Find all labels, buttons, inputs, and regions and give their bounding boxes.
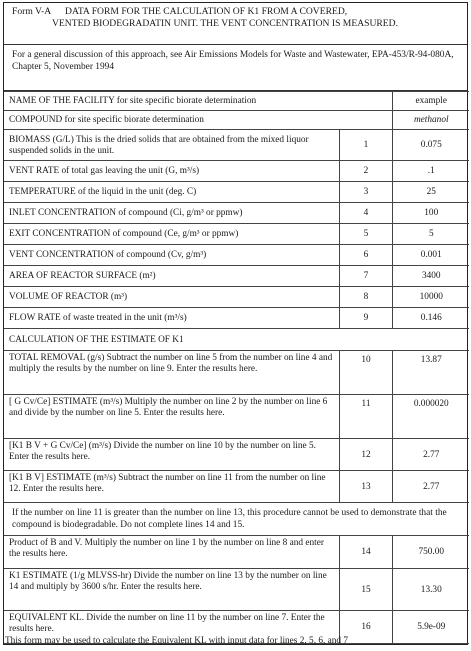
row-label: EXIT CONCENTRATION of compound (Ce, g/m³ or ppmw) xyxy=(4,224,339,245)
row-value[interactable]: 5.9e-09 xyxy=(392,611,469,644)
compound-value: methanol xyxy=(392,111,469,130)
row-label: [ G Cv/Ce] ESTIMATE (m³/s) Multiply the number on line 2 by the number on line 6 and divide by the number on line 5. Enter the results here. xyxy=(4,395,339,439)
row-value[interactable]: 25 xyxy=(392,182,469,203)
row-label: VENT CONCENTRATION of compound (Cv, g/m³) xyxy=(4,245,339,266)
row-number: 2 xyxy=(339,161,392,182)
row-number: 10 xyxy=(339,351,392,395)
form-header xyxy=(4,3,467,45)
input-row xyxy=(4,266,469,287)
intro-text: For a general discussion of this approach, see Air Emissions Models for Waste and Wastewater, EPA-453/R-94-080A, Chapter 5, November 1994 xyxy=(4,45,467,91)
row-number: 6 xyxy=(339,245,392,266)
row-label: VOLUME OF REACTOR (m³) xyxy=(4,287,339,308)
row-number: 16 xyxy=(339,611,392,644)
row-number: 13 xyxy=(339,471,392,503)
row-number: 5 xyxy=(339,224,392,245)
row-value[interactable]: 2.77 xyxy=(392,471,469,503)
input-row xyxy=(4,130,469,161)
row-number: 12 xyxy=(339,439,392,471)
form-title-line2: VENTED BIODEGRADATIN UNIT. THE VENT CONCENTRATION IS MEASURED. xyxy=(52,17,398,29)
row-value[interactable]: 100 xyxy=(392,203,469,224)
warning-note: If the number on line 11 is greater than the number on line 13, this procedure cannot be used to demonstrate that the compound is biodegradable. Do not complete lines 14 and 15. xyxy=(4,503,469,536)
row-number: 15 xyxy=(339,569,392,611)
row-number: 7 xyxy=(339,266,392,287)
row-value[interactable]: 0.001 xyxy=(392,245,469,266)
row-value[interactable]: 0.146 xyxy=(392,308,469,329)
row-label: FLOW RATE of waste treated in the unit (m³/s) xyxy=(4,308,339,329)
row-label: EQUIVALENT KL. Divide the number on line 11 by the number on line 7. Enter the results here. xyxy=(4,611,339,644)
row-number: 3 xyxy=(339,182,392,203)
input-row xyxy=(4,245,469,266)
row-label: [K1 B V + G Cv/Ce] (m³/s) Divide the number on line 10 by the number on line 5. Enter the results here. xyxy=(4,439,339,471)
row-label: BIOMASS (G/L) This is the dried solids that are obtained from the mixed liquor suspended solids in the unit. xyxy=(4,130,339,161)
input-row xyxy=(4,308,469,329)
row-value[interactable]: 5 xyxy=(392,224,469,245)
row-label: TOTAL REMOVAL (g/s) Subtract the number on line 5 from the number on line 4 and multiply the results by the number on line 9. Enter the results here. xyxy=(4,351,339,395)
compound-row xyxy=(4,111,469,130)
row-label: Product of B and V. Multiply the number on line 1 by the number on line 8 and enter the results here. xyxy=(4,536,339,569)
row-value[interactable]: 13.30 xyxy=(392,569,469,611)
calc-row xyxy=(4,439,469,471)
row-value[interactable]: 10000 xyxy=(392,287,469,308)
facility-label: NAME OF THE FACILITY for site specific biorate determination xyxy=(4,92,392,111)
input-row xyxy=(4,182,469,203)
input-row xyxy=(4,224,469,245)
row-value[interactable]: 2.77 xyxy=(392,439,469,471)
form-title-line1: Form V-A DATA FORM FOR THE CALCULATION OF K1 FROM A COVERED, xyxy=(12,6,348,17)
row-value[interactable]: 3400 xyxy=(392,266,469,287)
data-form xyxy=(3,2,468,645)
row-label: AREA OF REACTOR SURFACE (m²) xyxy=(4,266,339,287)
note-row xyxy=(4,503,469,536)
row-label: INLET CONCENTRATION of compound (Ci, g/m³ or ppmw) xyxy=(4,203,339,224)
row-label: K1 ESTIMATE (1/g MLVSS-hr) Divide the number on line 13 by the number on line 14 and multiply by 3600 s/hr. Enter the results here. xyxy=(4,569,339,611)
calc-row xyxy=(4,351,469,395)
row-label: VENT RATE of total gas leaving the unit (G, m³/s) xyxy=(4,161,339,182)
calc-row xyxy=(4,471,469,503)
row-number: 1 xyxy=(339,130,392,161)
input-row xyxy=(4,161,469,182)
row-number: 4 xyxy=(339,203,392,224)
form-table xyxy=(4,91,469,644)
final-row xyxy=(4,569,469,611)
row-value[interactable]: 750.00 xyxy=(392,536,469,569)
facility-value: example xyxy=(392,92,469,111)
input-row xyxy=(4,203,469,224)
row-value[interactable]: 0.075 xyxy=(392,130,469,161)
compound-label: COMPOUND for site specific biorate determination xyxy=(4,111,392,130)
row-label: TEMPERATURE of the liquid in the unit (deg. C) xyxy=(4,182,339,203)
row-number: 11 xyxy=(339,395,392,439)
footer-note: This form may be used to calculate the Equivalent KL with input data for lines 2, 5, 6, and 7 xyxy=(5,636,349,646)
input-row xyxy=(4,287,469,308)
row-label: [K1 B V] ESTIMATE (m³/s) Subtract the number on line 11 from the number on line 12. Enter the results here. xyxy=(4,471,339,503)
calc-heading: CALCULATION OF THE ESTIMATE OF K1 xyxy=(4,329,469,351)
row-value[interactable]: .1 xyxy=(392,161,469,182)
calc-row xyxy=(4,395,469,439)
row-value[interactable]: 0.000020 xyxy=(392,395,469,439)
calc-heading-row xyxy=(4,329,469,351)
row-number: 14 xyxy=(339,536,392,569)
facility-row xyxy=(4,92,469,111)
row-value[interactable]: 13.87 xyxy=(392,351,469,395)
row-number: 9 xyxy=(339,308,392,329)
final-row xyxy=(4,536,469,569)
row-number: 8 xyxy=(339,287,392,308)
